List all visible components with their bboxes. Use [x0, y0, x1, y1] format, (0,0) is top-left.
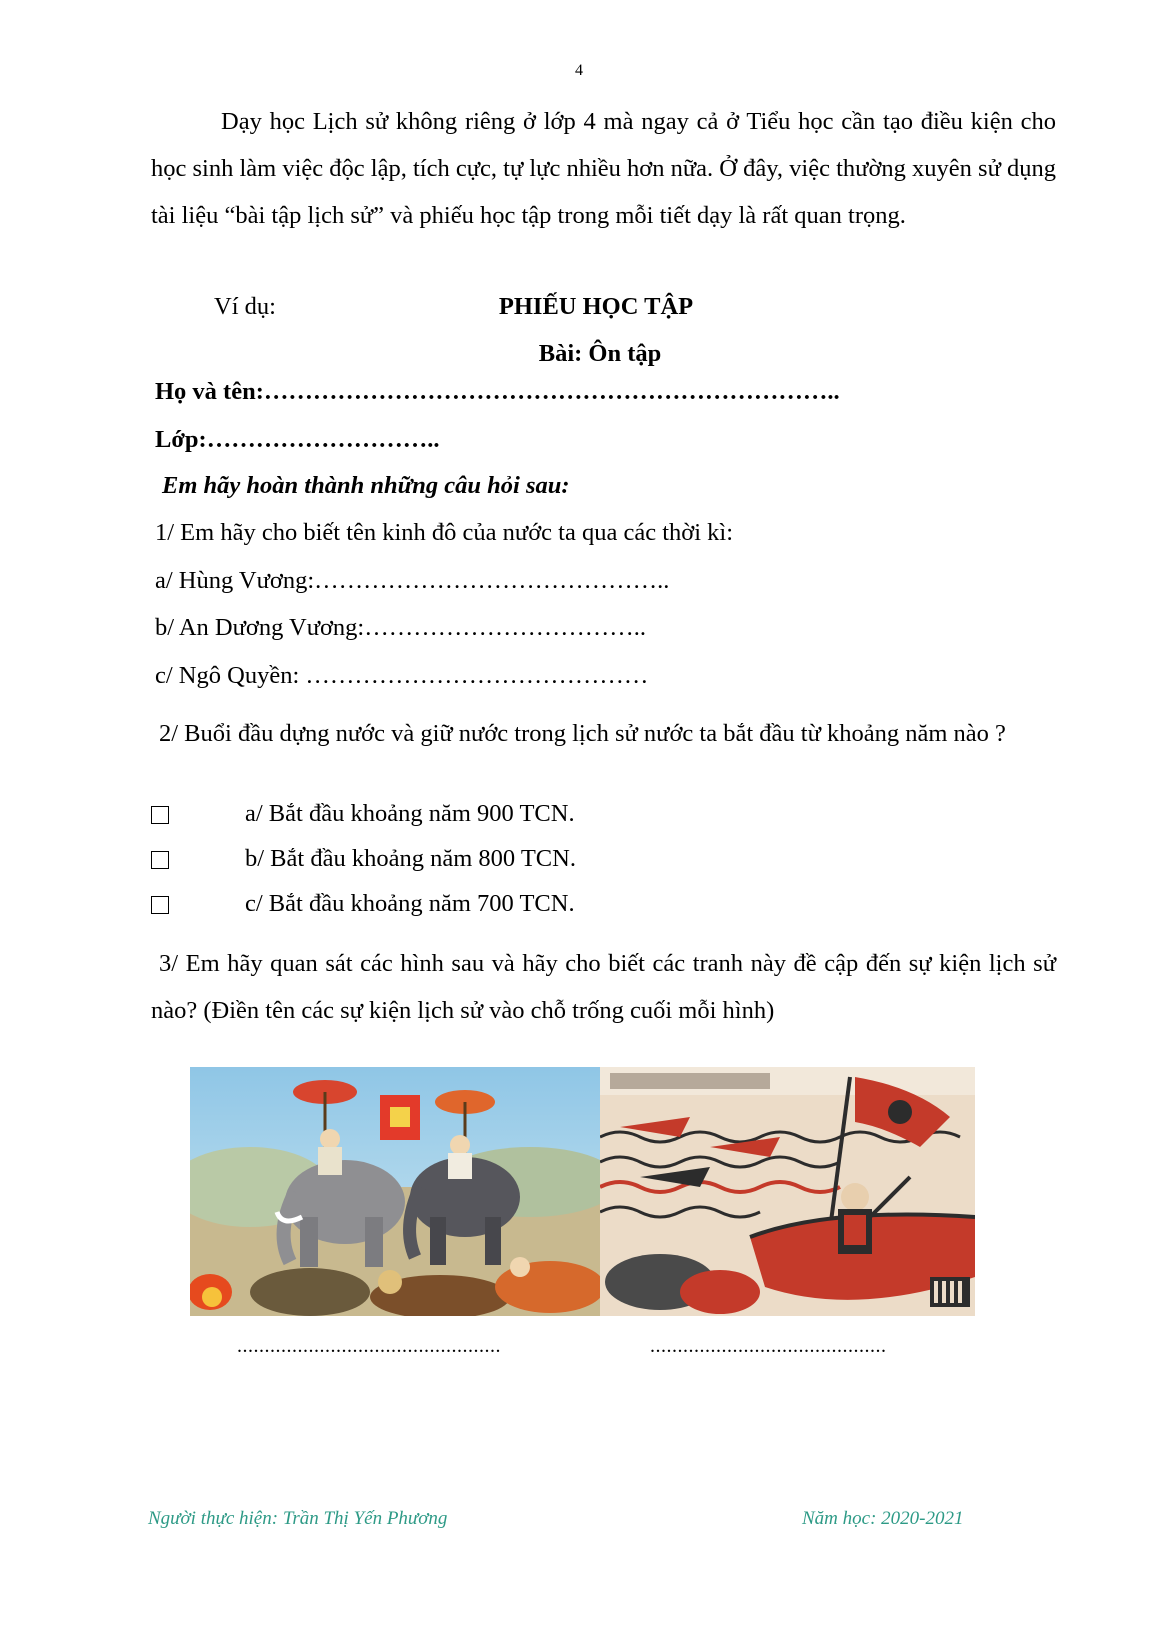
- battle-elephants-image: [190, 1067, 600, 1316]
- question-1-item-a: a/ Hùng Vương:……………………………………..: [155, 567, 670, 594]
- option-a: a/ Bắt đầu khoảng năm 900 TCN.: [245, 800, 575, 827]
- footer-author: Người thực hiện: Trần Thị Yến Phương: [148, 1508, 448, 1529]
- question-1-item-b: b/ An Dương Vương:……………………………..: [155, 614, 646, 641]
- checkbox-b[interactable]: [151, 851, 169, 869]
- name-field-line: Họ và tên:……………………………………………………………..: [155, 378, 840, 405]
- question-2: 2/ Buổi đầu dựng nước và giữ nước trong lịch sử nước ta bắt đầu từ khoảng năm nào ?: [159, 720, 1006, 747]
- checkbox-c[interactable]: [151, 896, 169, 914]
- question-1: 1/ Em hãy cho biết tên kinh đô của nước ta qua các thời kì:: [155, 519, 734, 546]
- question-1-item-c: c/ Ngô Quyền: ……………………………………: [155, 662, 649, 689]
- answer-blank-1[interactable]: ................................................: [237, 1335, 501, 1357]
- question-3: 3/ Em hãy quan sát các hình sau và hãy cho biết các tranh này đề cập đến sự kiện lịch sử nào? (Điền tên các sự kiện lịch sử vào chỗ trống cuối mỗi hình): [151, 950, 1056, 1024]
- intro-paragraph: Dạy học Lịch sử không riêng ở lớp 4 mà ngay cả ở Tiểu học cần tạo điều kiện cho học sinh làm việc độc lập, tích cực, tự lực nhiều hơn nữa. Ở đây, việc thường xuyên sử dụng tài liệu “bài tập lịch sử” và phiếu học tập trong mỗi tiết dạy là rất quan trọng.: [151, 108, 1056, 229]
- naval-battle-image: [600, 1067, 975, 1316]
- footer-school-year: Năm học: 2020-2021: [802, 1508, 964, 1529]
- option-c: c/ Bắt đầu khoảng năm 700 TCN.: [245, 890, 575, 917]
- instruction: Em hãy hoàn thành những câu hỏi sau:: [162, 472, 570, 499]
- class-field-line: Lớp:………………………..: [155, 426, 440, 453]
- worksheet-title: PHIẾU HỌC TẬP: [498, 293, 694, 320]
- checkbox-a[interactable]: [151, 806, 169, 824]
- example-label: Ví dụ:: [214, 293, 276, 320]
- worksheet-subtitle: Bài: Ôn tập: [538, 340, 662, 367]
- answer-blank-2[interactable]: ...........................................: [650, 1335, 887, 1357]
- page-number: 4: [575, 62, 583, 79]
- option-b: b/ Bắt đầu khoảng năm 800 TCN.: [245, 845, 576, 872]
